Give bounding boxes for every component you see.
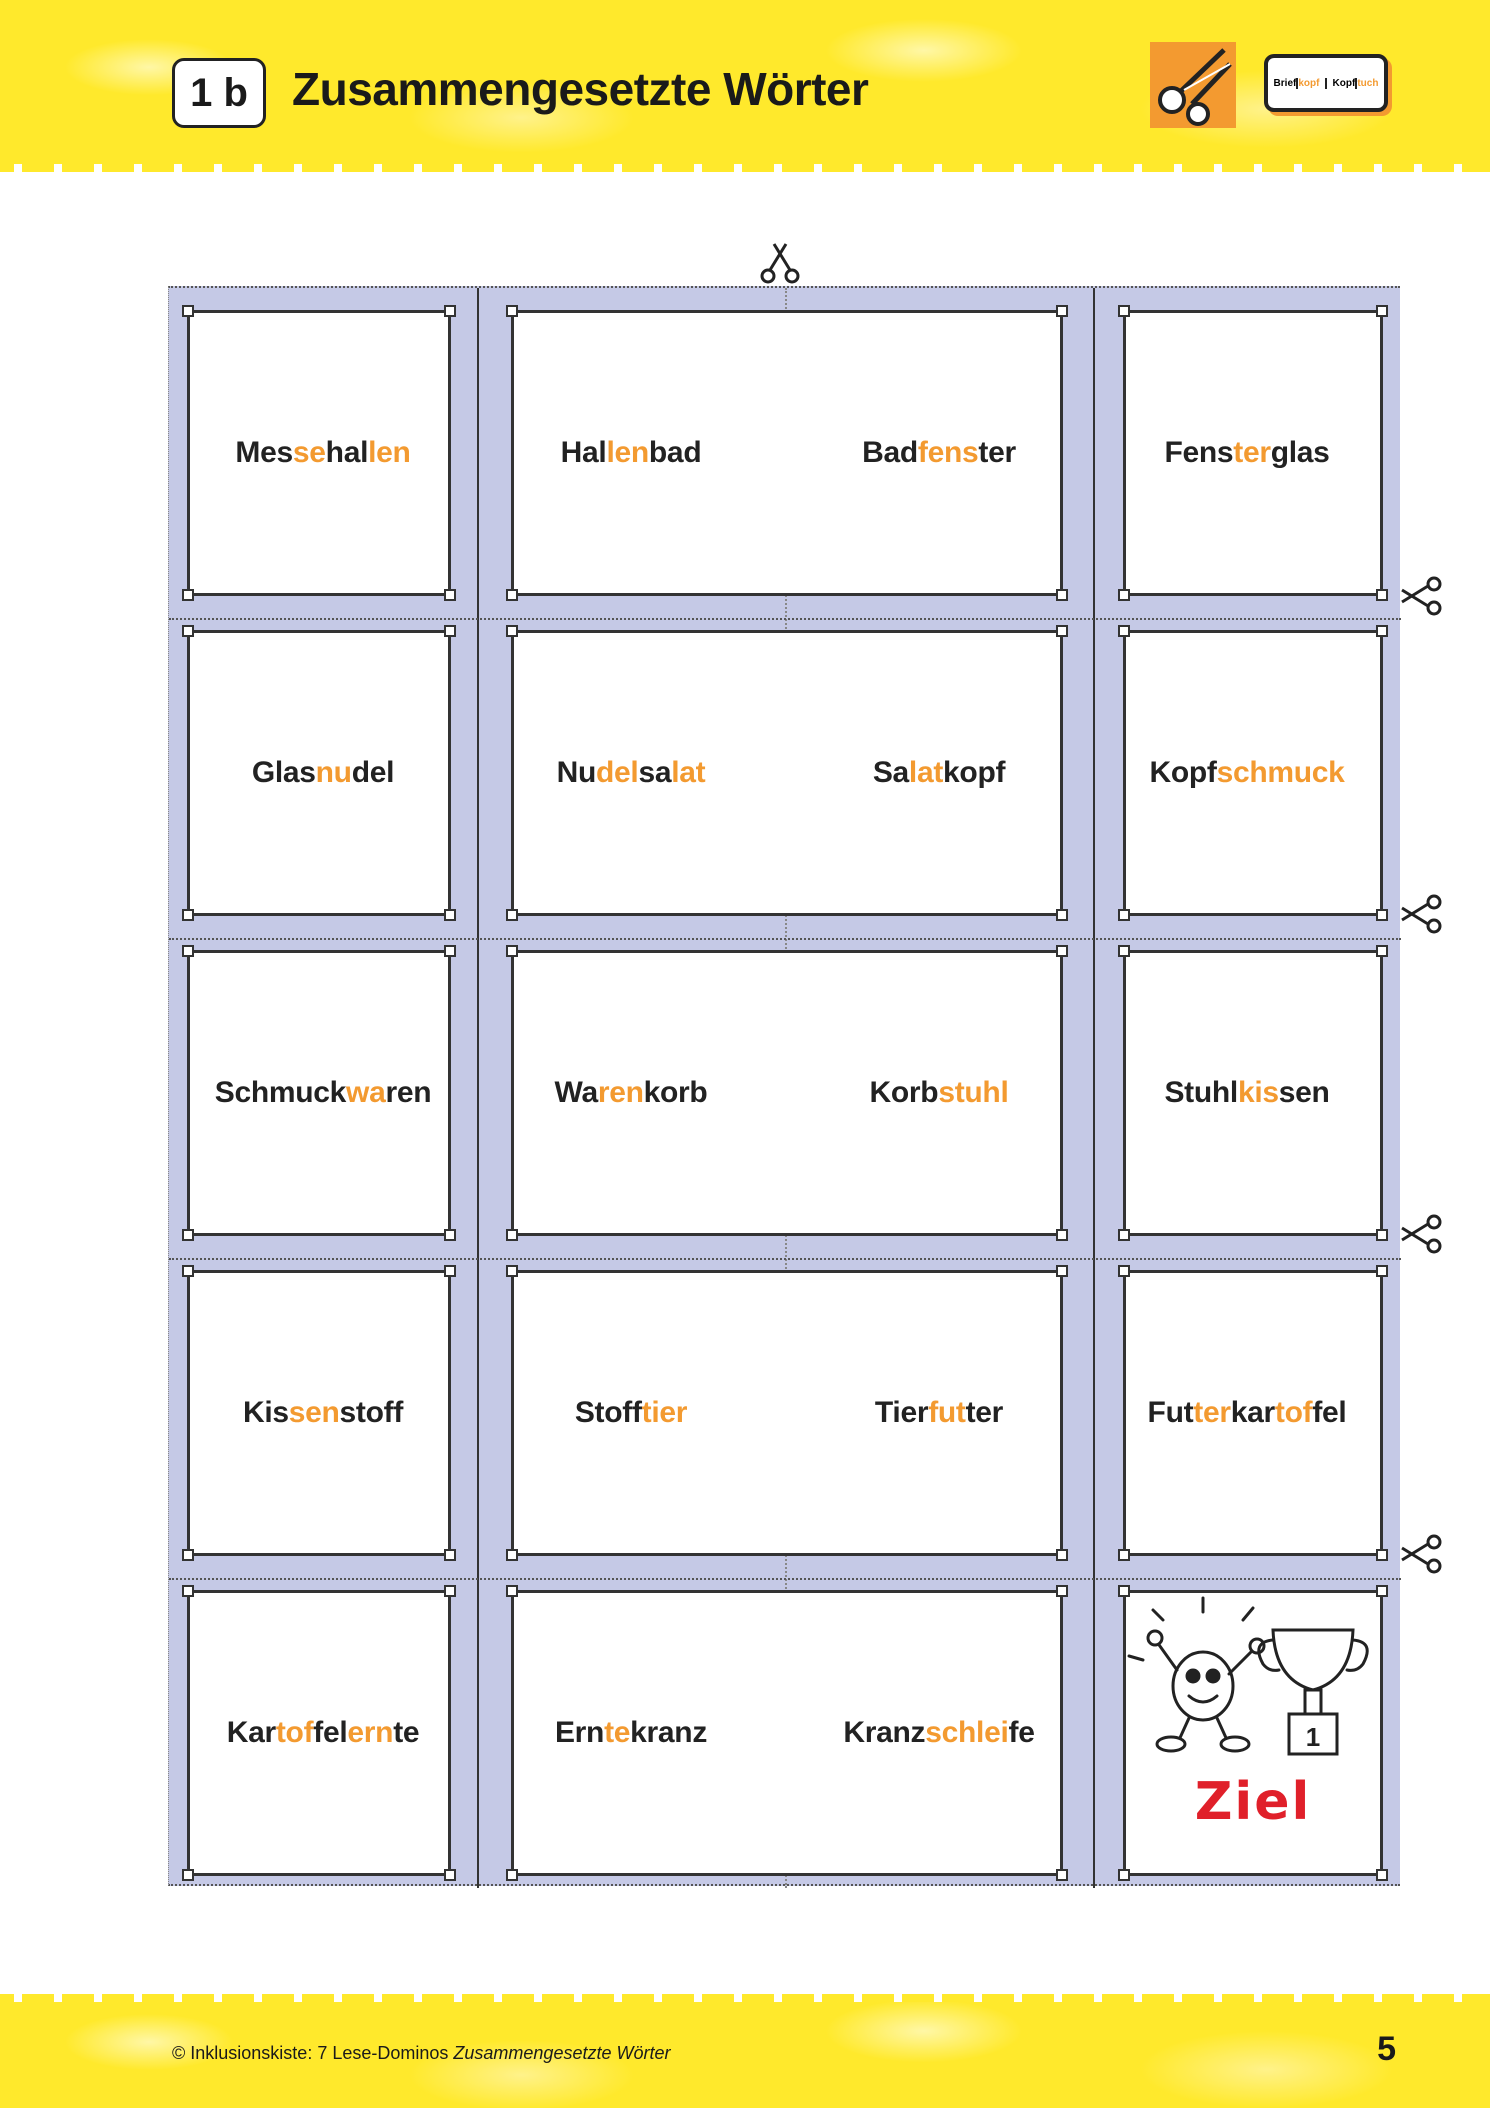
domino-word: Fens ter glas xyxy=(1164,436,1330,469)
domino-word: Fut ter kar tof fel xyxy=(1147,1396,1347,1429)
domino-word: Tier fut ter xyxy=(874,1396,1004,1429)
scissors-icon xyxy=(1398,1530,1446,1578)
section-number-badge: 1 b xyxy=(172,58,266,128)
footer-copyright xyxy=(172,2043,670,2064)
trophy-place-number: 1 xyxy=(1305,1722,1321,1752)
domino-preview-right: Kopf tuch xyxy=(1325,78,1384,89)
cut-line xyxy=(169,938,1401,940)
domino-preview-icon xyxy=(1264,54,1388,112)
scissors-icon xyxy=(1398,1210,1446,1258)
domino-sheet xyxy=(168,286,1400,1886)
scissors-tile xyxy=(1150,42,1236,128)
domino-word: Mes se hal len xyxy=(235,436,411,469)
header-icons xyxy=(1144,38,1394,134)
domino-word: Stuhl kis sen xyxy=(1164,1076,1330,1109)
goal-label: Ziel xyxy=(1194,1772,1312,1832)
goal-cell xyxy=(1123,1590,1383,1876)
domino-word: Korb stuhl xyxy=(869,1076,1009,1109)
cut-line xyxy=(169,618,1401,620)
page-title: Zusammengesetzte Wörter xyxy=(292,63,869,115)
domino-word: Nu del sa lat xyxy=(556,756,706,789)
copyright-title: Zusammengesetzte Wörter xyxy=(453,2043,671,2063)
domino-word: Ern te kranz xyxy=(554,1716,708,1749)
scissors-icon xyxy=(1150,42,1236,128)
scissors-icon xyxy=(1398,572,1446,620)
domino-word: Kis sen stoff xyxy=(242,1396,404,1429)
domino-word: Kranz schlei fe xyxy=(843,1716,1035,1749)
cut-line xyxy=(169,1578,1401,1580)
domino-word: Bad fens ter xyxy=(862,436,1016,469)
domino-word: Kopf schmuck xyxy=(1149,756,1345,789)
page-number: 5 xyxy=(1377,2030,1396,2068)
domino-word: Wa ren korb xyxy=(554,1076,708,1109)
domino-word: Kar tof fel ern te xyxy=(226,1716,420,1749)
domino-preview-left: Brief kopf xyxy=(1273,77,1320,89)
domino-word: Stoff tier xyxy=(574,1396,688,1429)
copyright-text: © Inklusionskiste: 7 Lese-Dominos xyxy=(172,2043,449,2063)
scissors-icon xyxy=(756,240,804,288)
header-band xyxy=(0,0,1490,168)
domino-word: Sa lat kopf xyxy=(872,756,1006,789)
trophy-mascot-illustration xyxy=(1123,1590,1383,1770)
cut-line xyxy=(169,1258,1401,1260)
domino-word: Glas nu del xyxy=(251,756,395,789)
domino-word: Schmuck wa ren xyxy=(214,1076,432,1109)
scissors-icon xyxy=(1398,890,1446,938)
domino-word: Hal len bad xyxy=(560,436,702,469)
